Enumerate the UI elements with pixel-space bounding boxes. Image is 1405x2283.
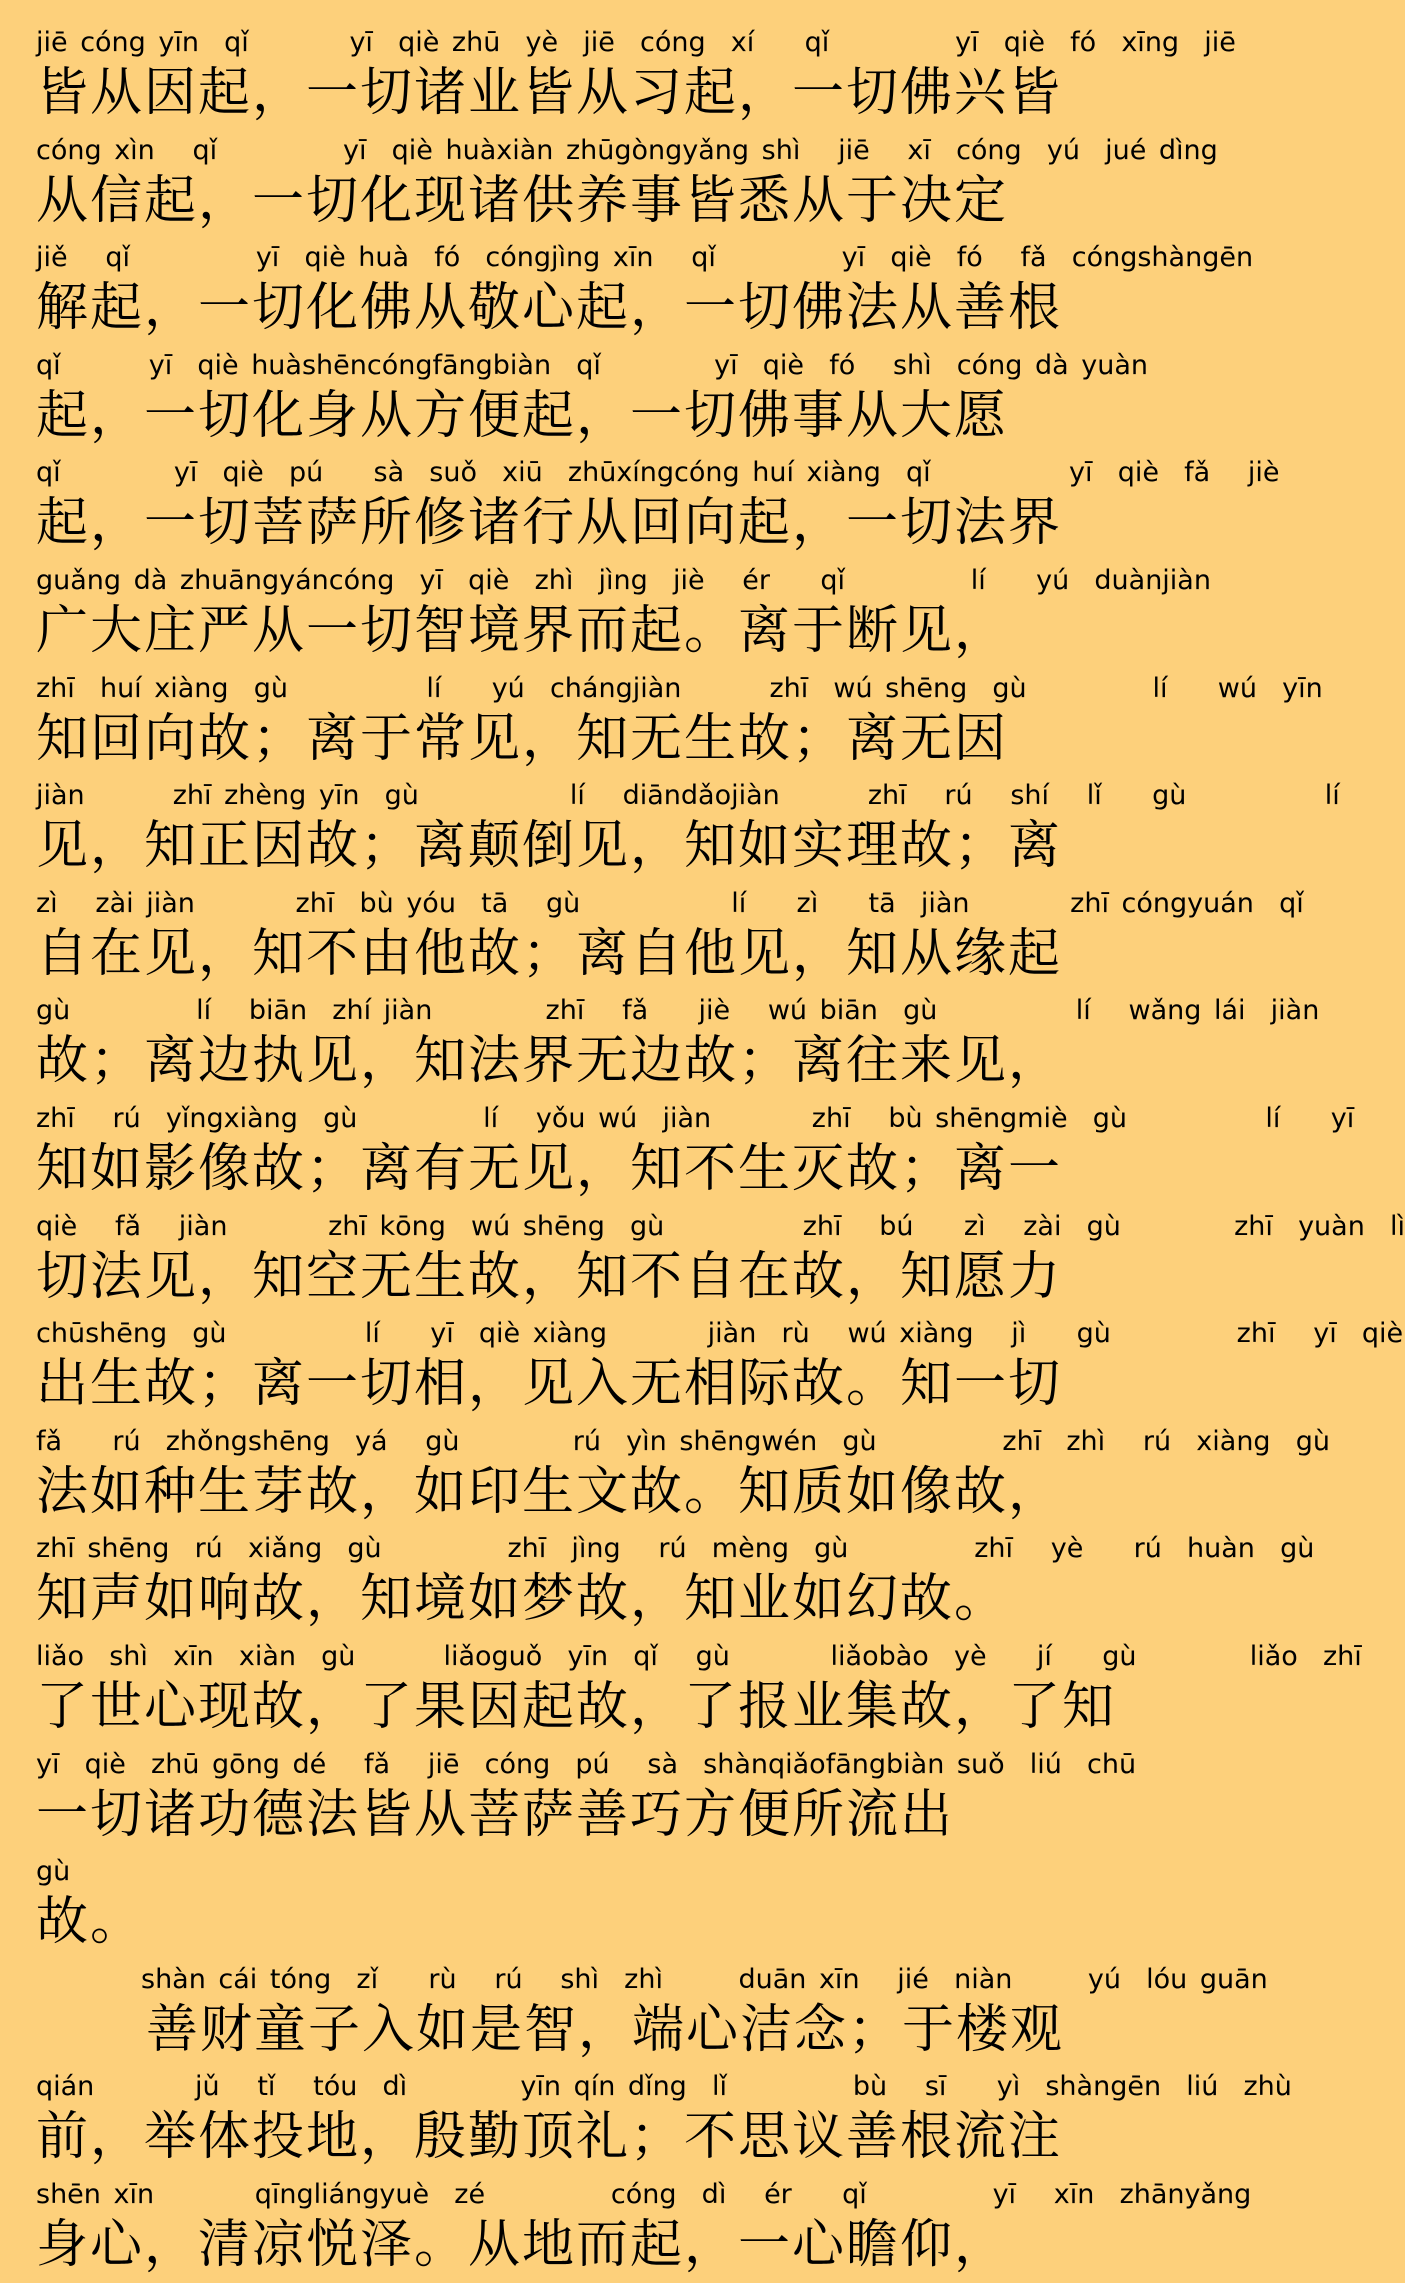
text-line [36,1853,1060,1961]
chinese-text: 知声如响故，知境如梦故，知业如幻故。 [36,1569,1009,1630]
pinyin-annotation: liǎo shì xīn xiàn gù liǎoguǒ yīn qǐ gù liǎobào yè jí gù liǎo zhī [36,1640,1362,1672]
chinese-text: 知回向故；离于常见，知无生故；离无因 [36,708,1009,769]
chinese-text: 切法见，知空无生故，知不自在故，知愿力 [36,1246,1063,1307]
chinese-text: 知如影像故；离有无见，知不生灭故；离一 [36,1138,1063,1199]
pinyin-annotation: jiē cóng yīn qǐ yī qiè zhū yè jiē cóng xí qǐ yī qiè fó xīng jiē [36,27,1236,58]
pinyin-annotation: jiě qǐ yī qiè huà fó cóngjìng xīn qǐ yī qiè fó fǎ cóngshàngēn [36,242,1254,274]
pinyin-annotation: qǐ yī qiè huàshēncóngfāngbiàn qǐ yī qiè fó shì cóng dà yuàn [36,349,1149,381]
pinyin-annotation: qǐ yī qiè pú sà suǒ xiū zhūxíngcóng huí xiàng qǐ yī qiè fǎ jiè [36,457,1280,489]
chinese-text: 起，一切菩萨所修诸行从回向起，一切法界 [36,493,1063,554]
text-line [36,1530,1315,1638]
pinyin-annotation: zhī shēng rú xiǎng gù zhī jìng rú mèng gù zhī yè rú huàn gù [36,1533,1315,1565]
text-line [36,562,1211,670]
text-line [36,239,1254,347]
pinyin-annotation: zì zài jiàn zhī bù yóu tā gù lí zì tā jiàn zhī cóngyuán qǐ [36,887,1304,919]
pinyin-annotation: fǎ rú zhǒngshēng yá gù rú yìn shēngwén gù zhī zhì rú xiàng gù [36,1425,1330,1457]
chinese-text: 广大庄严从一切智境界而起。离于断见， [36,600,1009,661]
chinese-text: 自在见，知不由他故；离自他见，知从缘起 [36,923,1063,984]
chinese-text: 前，举体投地，殷勤顶礼；不思议善根流注 [36,2107,1063,2168]
pinyin-annotation: gù lí biān zhí jiàn zhī fǎ jiè wú biān gù lí wǎng lái jiàn [36,995,1320,1027]
text-line [36,777,1340,885]
chinese-text: 皆从因起，一切诸业皆从习起，一切佛兴皆 [36,63,1063,123]
chinese-text: 了世心现故，了果因起故，了报业集故，了知 [36,1676,1117,1737]
pinyin-annotation: qián jǔ tǐ tóu dì yīn qín dǐng lǐ bù sī yì shàngēn liú zhù [36,2071,1292,2103]
chinese-text: 法如种生芽故，如印生文故。知质如像故， [36,1461,1063,1522]
text-line [36,1638,1362,1746]
text-line [36,992,1320,1100]
chinese-text: 善财童子入如是智，端心洁念；于楼观 [146,1999,1065,2060]
chinese-text: 解起，一切化佛从敬心起，一切佛法从善根 [36,278,1063,339]
chinese-text: 出生故；离一切相，见入无相际故。知一切 [36,1354,1063,1415]
chinese-text: 身心，清凉悦泽。从地而起，一心瞻仰， [36,2214,1009,2275]
text-line [36,1100,1355,1208]
text-line [36,1315,1404,1423]
chinese-text: 故。 [36,1892,145,1953]
pinyin-annotation: cóng xìn qǐ yī qiè huàxiàn zhūgòngyǎng shì jiē xī cóng yú jué dìng [36,134,1218,166]
chinese-text: 故；离边执见，知法界无边故；离往来见， [36,1031,1063,1092]
pinyin-annotation: zhī huí xiàng gù lí yú chángjiàn zhī wú shēng gù lí wú yīn [36,672,1323,704]
chinese-text: 一切诸功德法皆从菩萨善巧方便所流出 [36,1784,955,1845]
pinyin-annotation: jiàn zhī zhèng yīn gù lí diāndǎojiàn zhī rú shí lǐ gù lí [36,780,1340,812]
text-line [36,454,1280,562]
pinyin-annotation: shàn cái tóng zǐ rù rú shì zhì duān xīn jié niàn yú lóu guān [141,1963,1268,1995]
paragraph-start-line [36,1961,1268,2069]
text-line [36,24,1236,132]
pinyin-annotation: qiè fǎ jiàn zhī kōng wú shēng gù zhī bú zì zài gù zhī yuàn lì [36,1210,1405,1242]
text-line [36,2176,1252,2283]
pinyin-annotation: yī qiè zhū gōng dé fǎ jiē cóng pú sà shànqiǎofāngbiàn suǒ liú chū [36,1748,1137,1780]
pinyin-annotation: zhī rú yǐngxiàng gù lí yǒu wú jiàn zhī bù shēngmiè gù lí yī [36,1102,1355,1134]
pinyin-annotation: guǎng dà zhuāngyáncóng yī qiè zhì jìng jiè ér qǐ lí yú duànjiàn [36,564,1211,596]
text-line [36,2068,1292,2176]
text-line [36,1208,1405,1316]
chinese-text: 起，一切化身从方便起，一切佛事从大愿 [36,385,1009,446]
chinese-text: 见，知正因故；离颠倒见，知如实理故；离 [36,816,1063,877]
pinyin-annotation: shēn xīn qīngliángyuè zé cóng dì ér qǐ yī xīn zhānyǎng [36,2178,1252,2210]
text-line [36,1746,1137,1854]
chinese-text: 从信起，一切化现诸供养事皆悉从于决定 [36,170,1009,231]
text-line [36,347,1149,455]
pinyin-annotation: gù [36,1856,71,1888]
text-line [36,132,1218,240]
text-line [36,1423,1330,1531]
text-line [36,670,1323,778]
pinyin-annotation: chūshēng gù lí yī qiè xiàng jiàn rù wú xiàng jì gù zhī yī qiè [36,1318,1404,1350]
text-line [36,885,1304,993]
